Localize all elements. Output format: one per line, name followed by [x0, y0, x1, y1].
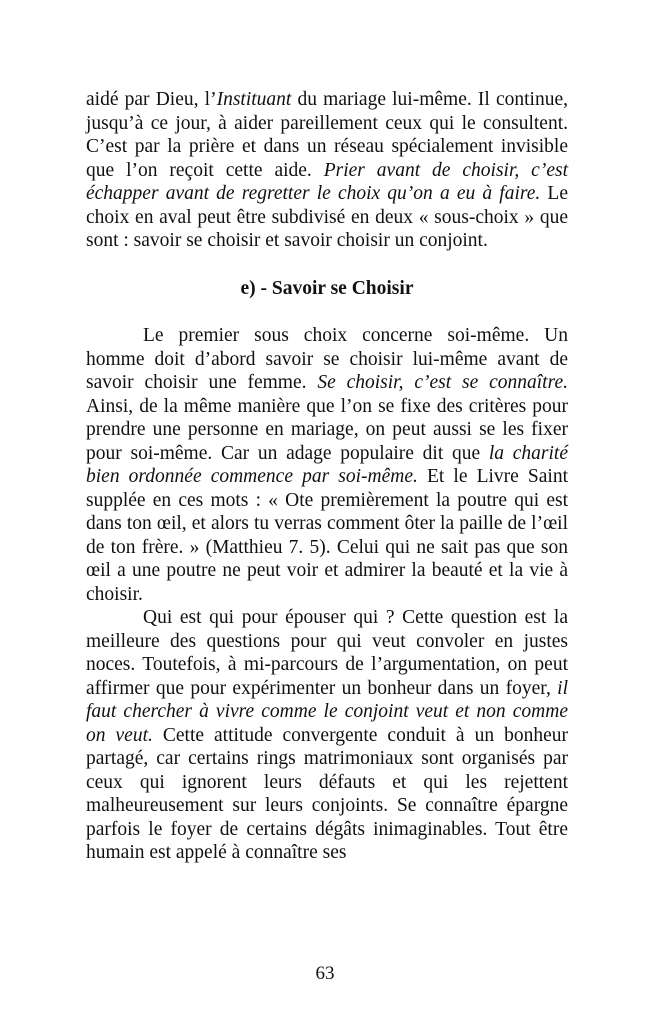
page-number: 63	[315, 963, 335, 984]
body-paragraph: Le premier sous choix concerne soi-même. Un homme doit d’abord savoir se choisir lui-même avant de savoir choisir une femme. Se choisir, c’est se connaître. Ainsi, de la même manière que l’on se fixe des critères pour prendre une personne en mariage, on peut aussi se les fixer pour soi-même. Car un adage populaire dit que la charité bien ordonnée commence par soi-même. Et le Livre Saint supplée en ces mots : « Ote premièrement la poutre qui est dans ton œil, et alors tu verras comment ôter la paille de l’œil de ton frère. » (Matthieu 7. 5). Celui qui ne sait pas que son œil a une poutre ne peut voir et admirer la beauté et la vie à choisir.	[86, 325, 569, 605]
body-paragraph: Qui est qui pour épouser qui ? Cette question est la meilleure des questions pour qui veut convoler en justes noces. Toutefois, à mi-parcours de l’argumentation, on peut affirmer que pour expérimenter un bonheur dans un foyer, il faut chercher à vivre comme le conjoint veut et non comme on veut. Cette attitude convergente conduit à un bonheur partagé, car certains rings matrimoniaux sont organisés par ceux qui ignorent leurs défauts et qui les rejettent malheureusement sur leurs conjoints. Se connaître épargne parfois le foyer de certains dégâts inimaginables. Tout être humain est appelé à connaître ses	[86, 607, 568, 863]
body-paragraph: aidé par Dieu, l’Instituant du mariage lui-même. Il continue, jusqu’à ce jour, à aider pareillement ceux qui le consultent. C’est par la prière et dans un réseau spécialement invisible que l’on reçoit cette aide. Prier avant de choisir, c’est échapper avant de regretter le choix qu’on a eu à faire. Le choix en aval peut être subdivisé en deux « sous-choix » que sont : savoir se choisir et savoir choisir un conjoint.	[86, 89, 568, 251]
page-body	[86, 88, 568, 865]
section-heading: e) - Savoir se Choisir	[240, 277, 414, 299]
